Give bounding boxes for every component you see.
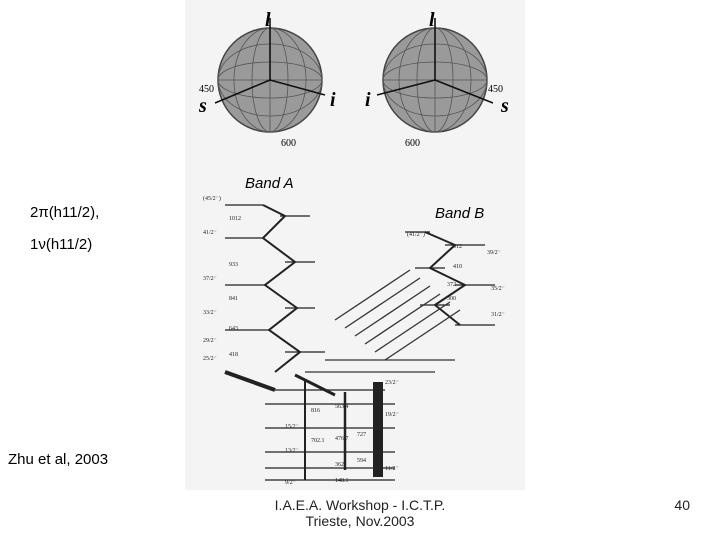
lower-energy-2: 702.1	[311, 438, 325, 444]
lower-energy-6: 148.1	[335, 478, 349, 484]
lower-spin-4: 13/2⁻	[285, 448, 299, 454]
strong-transition-bar	[373, 382, 383, 477]
band-b-spin-1: (41/2⁻)	[407, 232, 425, 238]
level-scheme-figure	[185, 0, 525, 490]
band-b-spin-2: 39/2⁻	[487, 250, 501, 256]
lower-energy-1: 816	[311, 408, 320, 414]
band-b-spin-4: 31/2⁻	[491, 312, 505, 318]
band-a-energy-5: 418	[229, 352, 238, 358]
lower-spin-3: 15/2⁻	[285, 424, 299, 430]
band-b-spin-3: 35/2⁻	[491, 286, 505, 292]
lower-energy-5: 362	[335, 462, 344, 468]
band-a-energy-2: 933	[229, 262, 238, 268]
config-label-neutron: 1ν(h11/2)	[30, 236, 93, 253]
footer-text	[252, 497, 468, 529]
lower-energy-3: 563.4	[335, 404, 349, 410]
band-a-energy-4: 643	[229, 326, 238, 332]
lower-energy-7: 727	[357, 432, 366, 438]
citation-label: Zhu et al, 2003	[8, 451, 109, 468]
band-a-spin-4: 33/2⁻	[203, 310, 217, 316]
footer-line-1: I.A.E.A. Workshop - I.C.T.P.	[274, 497, 446, 513]
lower-energy-4: 476.7	[335, 436, 349, 442]
band-a-spin-6: 25/2⁻	[203, 356, 217, 362]
band-a-title: Band A	[245, 175, 294, 192]
lower-spin-2: 19/2⁻	[385, 412, 399, 418]
left-axis-i-label: i	[330, 89, 336, 111]
band-b-energy-3: 372	[447, 282, 456, 288]
right-angle-bottom: 600	[405, 138, 420, 149]
right-axis-l-label: l	[429, 9, 435, 31]
band-a-spin-2: 41/2⁻	[203, 230, 217, 236]
left-angle-top: 450	[199, 84, 214, 95]
band-b-energy-2: 410	[453, 264, 462, 270]
band-a-spin-5: 29/2⁻	[203, 338, 217, 344]
figure-svg	[185, 0, 525, 490]
right-axis-i-label: i	[365, 89, 371, 111]
left-axis-l-label: l	[265, 9, 271, 31]
lower-spin-6: 9/2⁻	[285, 480, 296, 486]
right-axis-s-label: s	[501, 95, 509, 117]
band-b-title: Band B	[435, 205, 485, 222]
band-a-spin-3: 37/2⁻	[203, 276, 217, 282]
right-angle-top: 450	[488, 84, 503, 95]
band-b-energy-4: 300	[447, 296, 456, 302]
band-a-energy-1: 1012	[229, 216, 241, 222]
page-number: 40	[674, 497, 690, 513]
left-angle-bottom: 600	[281, 138, 296, 149]
config-label-proton: 2π(h11/2),	[30, 204, 100, 221]
left-axis-s-label: s	[199, 95, 207, 117]
footer-line-2: Trieste, Nov.2003	[305, 513, 415, 529]
band-a-spin-1: (45/2⁻)	[203, 196, 221, 202]
lower-spin-5: 11/2⁻	[385, 466, 399, 472]
lower-spin-1: 23/2⁻	[385, 380, 399, 386]
band-a-energy-3: 841	[229, 296, 238, 302]
band-b-energy-1: 512	[453, 244, 462, 250]
lower-energy-8: 594	[357, 458, 366, 464]
